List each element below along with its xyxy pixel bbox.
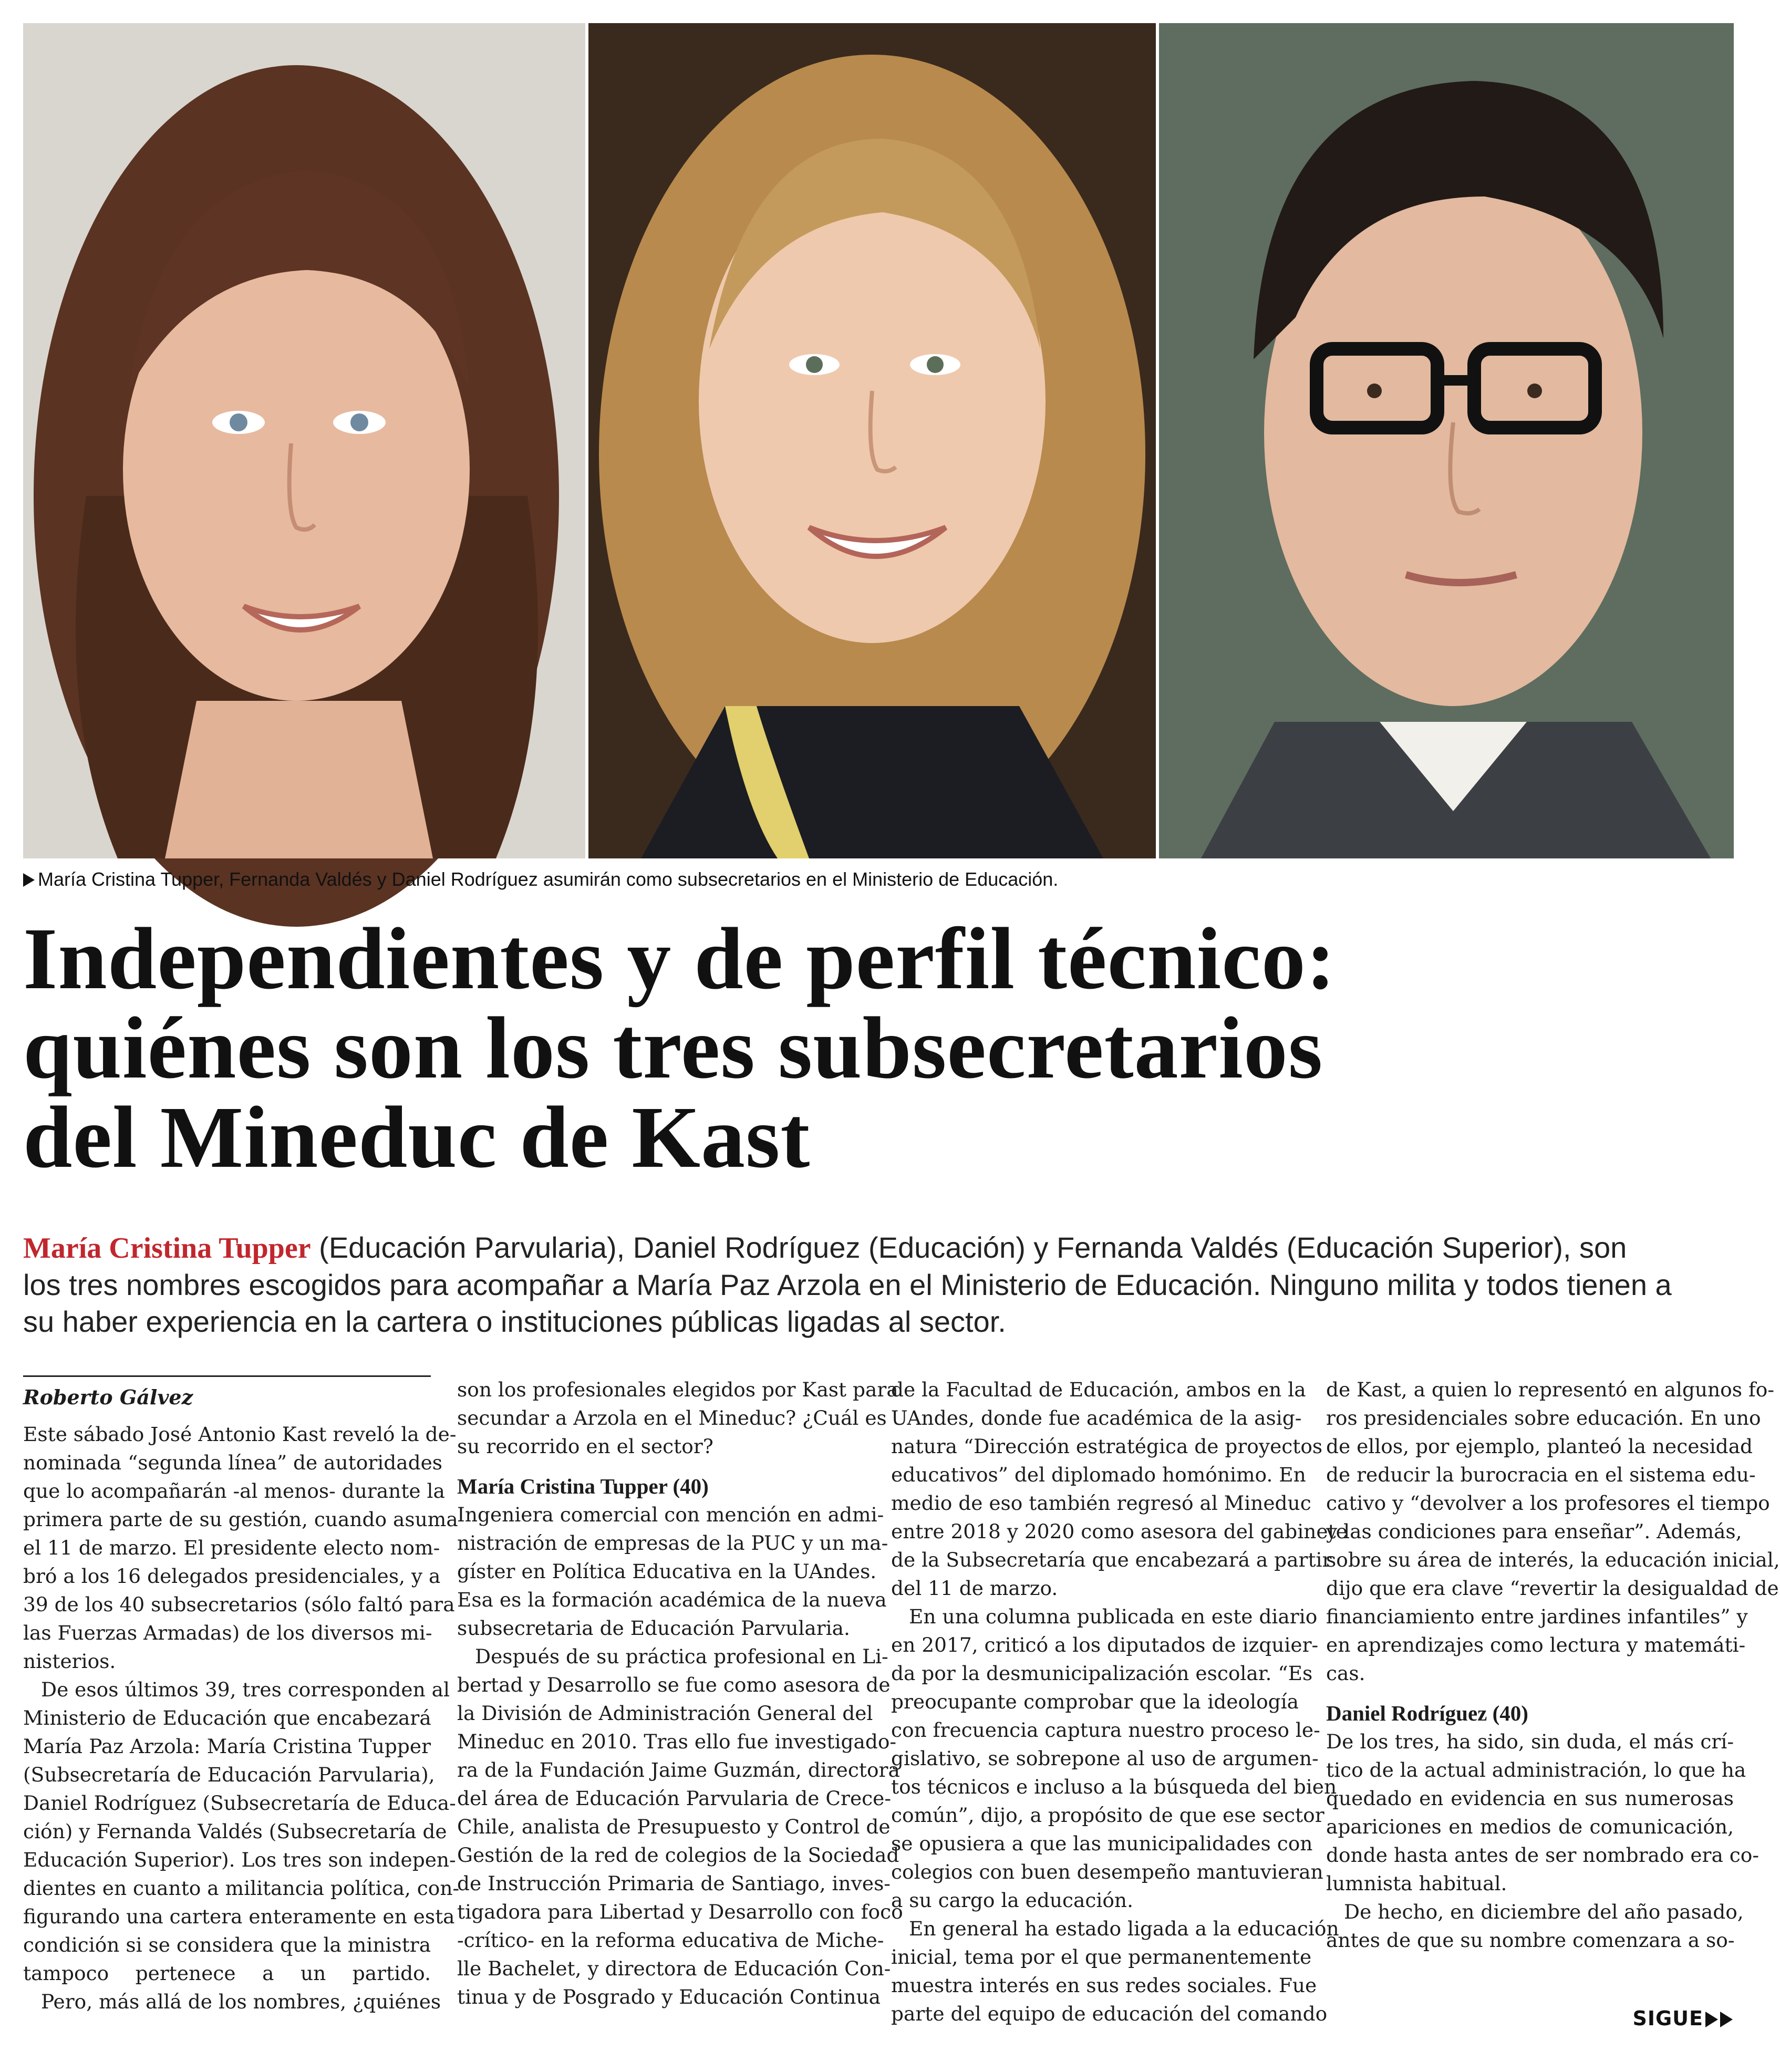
text-line: da por la desmunicipalización escolar. “Es xyxy=(891,1662,1313,1685)
text-line: condición si se considera que la ministra xyxy=(23,1933,431,1956)
text-line: del área de Educación Parvularia de Crece- xyxy=(457,1787,892,1810)
text-line: se opusiera a que las municipalidades con xyxy=(891,1832,1313,1855)
text-line: las Fuerzas Armadas) de los diversos mi- xyxy=(23,1621,432,1644)
subhead-rodriguez: Daniel Rodríguez (40) xyxy=(1326,1701,1528,1725)
text-line: sobre su área de interés, la educación inicial, xyxy=(1326,1548,1780,1571)
portrait-woman-curly-hair-icon xyxy=(23,23,585,858)
text-line: ra de la Fundación Jaime Guzmán, directora xyxy=(457,1758,900,1781)
article-column-2 xyxy=(457,1375,903,2011)
text-line: bró a los 16 delegados presidenciales, y a xyxy=(23,1565,441,1588)
text-line: apariciones en medios de comunicación, xyxy=(1326,1815,1734,1838)
double-arrow-right-icon xyxy=(1705,2012,1718,2027)
column-2-text-intro xyxy=(457,1375,898,1460)
text-line: de la Subsecretaría que encabezará a partir xyxy=(891,1548,1332,1571)
text-line: su recorrido en el sector? xyxy=(457,1435,713,1458)
text-line: cativo y “devolver a los profesores el tiempo xyxy=(1326,1491,1770,1515)
lede-highlight-name: María Cristina Tupper xyxy=(23,1232,311,1265)
text-line: y las condiciones para enseñar”. Además, xyxy=(1326,1520,1742,1543)
column-1-text xyxy=(23,1420,460,2016)
text-line: Ingeniera comercial con mención en admi- xyxy=(457,1503,884,1526)
caption-text: María Cristina Tupper, Fernanda Valdés y Daniel Rodríguez asumirán como subsecretarios en el Ministerio de Educación. xyxy=(38,868,1059,890)
text-line: ción) y Fernanda Valdés (Subsecretaría de xyxy=(23,1820,447,1843)
text-line: tos técnicos e incluso a la búsqueda del bien xyxy=(891,1775,1337,1798)
double-arrow-right-icon xyxy=(1720,2012,1733,2027)
portrait-woman-blonde-hair-icon xyxy=(588,23,1156,858)
text-line: Pero, más allá de los nombres, ¿quiénes xyxy=(41,1990,441,2013)
text-line: dijo que era clave “revertir la desigualdad de xyxy=(1326,1577,1779,1600)
text-line: (Subsecretaría de Educación Parvularia), xyxy=(23,1763,435,1786)
portrait-photo-tupper xyxy=(23,23,585,858)
text-line: el 11 de marzo. El presidente electo nom- xyxy=(23,1536,440,1559)
text-line: inicial, tema por el que permanentemente xyxy=(891,1945,1312,1969)
text-line: que lo acompañarán -al menos- durante la xyxy=(23,1479,445,1503)
continue-label: SIGUE xyxy=(1632,2007,1703,2030)
text-line: tigadora para Libertad y Desarrollo con foco xyxy=(457,1900,903,1923)
text-line: colegios con buen desempeño mantuvieran xyxy=(891,1860,1323,1883)
text-line: donde hasta antes de ser nombrado era co- xyxy=(1326,1843,1760,1867)
text-line: De esos últimos 39, tres corresponden al xyxy=(41,1678,450,1701)
portrait-photo-valdes xyxy=(588,23,1156,858)
text-line: Chile, analista de Presupuesto y Control de xyxy=(457,1815,891,1838)
text-line: quedado en evidencia en sus numerosas xyxy=(1326,1787,1734,1810)
text-line: con frecuencia captura nuestro proceso le- xyxy=(891,1718,1320,1742)
text-line: Mineduc en 2010. Tras ello fue investigado- xyxy=(457,1730,897,1753)
text-line: educativos” del diplomado homónimo. En xyxy=(891,1463,1306,1486)
text-line: muestra interés en sus redes sociales. Fue xyxy=(891,1974,1317,1997)
headline xyxy=(23,910,1734,1186)
text-line: ros presidenciales sobre educación. En uno xyxy=(1326,1406,1761,1429)
text-line: Ministerio de Educación que encabezará xyxy=(23,1706,431,1729)
text-line: UAndes, donde fue académica de la asig- xyxy=(891,1406,1302,1429)
article-column-1 xyxy=(23,1375,460,2016)
text-line: subsecretaria de Educación Parvularia. xyxy=(457,1617,850,1640)
text-line: Daniel Rodríguez (Subsecretaría de Educa- xyxy=(23,1791,456,1815)
text-line: antes de que su nombre comenzara a so- xyxy=(1326,1929,1735,1952)
text-line: figurando una cartera enteramente en esta xyxy=(23,1905,455,1928)
text-line: María Paz Arzola: María Cristina Tupper xyxy=(23,1735,431,1758)
text-line: financiamiento entre jardines infantiles” y xyxy=(1326,1605,1748,1628)
text-line: dientes en cuanto a militancia política, con- xyxy=(23,1877,460,1900)
text-line: De hecho, en diciembre del año pasado, xyxy=(1344,1900,1744,1923)
text-line: de Kast, a quien lo representó en algunos fo- xyxy=(1326,1378,1775,1401)
text-line: nominada “segunda línea” de autoridades xyxy=(23,1451,443,1474)
headline-line-2: quiénes son los tres subsecretarios xyxy=(23,999,1323,1097)
text-line: Después de su práctica profesional en Li- xyxy=(475,1645,888,1668)
text-line: nisterios. xyxy=(23,1650,116,1673)
text-line: tico de la actual administración, lo que ha xyxy=(1326,1758,1746,1781)
text-line: gíster en Política Educativa en la UAndes. xyxy=(457,1560,877,1583)
column-2-text-body xyxy=(457,1500,903,2011)
text-line: Gestión de la red de colegios de la Sociedad xyxy=(457,1843,899,1867)
photo-strip xyxy=(23,23,1734,858)
text-line: de reducir la burocracia en el sistema edu- xyxy=(1326,1463,1756,1486)
text-line: En general ha estado ligada a la educación xyxy=(909,1917,1339,1940)
text-line: lle Bachelet, y directora de Educación Con- xyxy=(457,1957,891,1980)
lede xyxy=(23,1229,1734,1340)
text-line: preocupante comprobar que la ideología xyxy=(891,1690,1299,1713)
lede-line-3: su haber experiencia en la cartera o instituciones públicas ligadas al sector. xyxy=(23,1305,1006,1338)
subhead-tupper: María Cristina Tupper (40) xyxy=(457,1474,709,1498)
text-line: En una columna publicada en este diario xyxy=(909,1605,1318,1628)
byline: Roberto Gálvez xyxy=(23,1375,431,1412)
headline-line-3: del Mineduc de Kast xyxy=(23,1089,811,1186)
caption-arrow-icon xyxy=(23,873,35,887)
lede-line-1-text: (Educación Parvularia), Daniel Rodríguez (Educación) y Fernanda Valdés (Educación Superior), son xyxy=(311,1231,1627,1264)
text-line: bertad y Desarrollo se fue como asesora de xyxy=(457,1673,891,1696)
text-line: -crítico- en la reforma educativa de Miche- xyxy=(457,1929,884,1952)
text-line: de Instrucción Primaria de Santiago, inves- xyxy=(457,1872,891,1895)
text-line: en 2017, criticó a los diputados de izquier- xyxy=(891,1633,1319,1656)
headline-line-1: Independientes y de perfil técnico: xyxy=(23,910,1336,1008)
photo-caption xyxy=(23,868,1734,891)
column-4-text-intro xyxy=(1326,1375,1780,1687)
text-line: medio de eso también regresó al Mineduc xyxy=(891,1491,1311,1515)
text-line: la División de Administración General del xyxy=(457,1702,873,1725)
text-line: Este sábado José Antonio Kast reveló la de- xyxy=(23,1423,457,1446)
text-line: Esa es la formación académica de la nueva xyxy=(457,1588,887,1611)
text-line: tinua y de Posgrado y Educación Continua xyxy=(457,1985,881,2008)
portrait-photo-rodriguez xyxy=(1159,23,1734,858)
text-line: De los tres, ha sido, sin duda, el más crí- xyxy=(1326,1730,1734,1753)
article-column-4 xyxy=(1326,1375,1780,1954)
lede-line-2: los tres nombres escogidos para acompañar a María Paz Arzola en el Ministerio de Educación. Ninguno milita y todos tienen a xyxy=(23,1268,1672,1301)
text-line: de ellos, por ejemplo, planteó la necesidad xyxy=(1326,1435,1753,1458)
lede-line-1 xyxy=(23,1229,1734,1267)
text-line: a su cargo la educación. xyxy=(891,1889,1134,1912)
text-line: son los profesionales elegidos por Kast para xyxy=(457,1378,898,1401)
text-line: del 11 de marzo. xyxy=(891,1577,1058,1600)
text-line: natura “Dirección estratégica de proyectos xyxy=(891,1435,1323,1458)
text-line: nistración de empresas de la PUC y un ma- xyxy=(457,1531,888,1555)
portrait-man-glasses-icon xyxy=(1159,23,1734,858)
text-line: parte del equipo de educación del comando xyxy=(891,2002,1328,2025)
column-4-text-body xyxy=(1326,1727,1760,1954)
text-line: de la Facultad de Educación, ambos en la xyxy=(891,1378,1306,1401)
text-line: gislativo, se sobrepone al uso de argumen- xyxy=(891,1747,1319,1770)
text-line: lumnista habitual. xyxy=(1326,1872,1507,1895)
text-line: Educación Superior). Los tres son indepen- xyxy=(23,1848,456,1871)
text-line: tampoco pertenece a un partido. xyxy=(23,1962,431,1985)
text-line: común”, dijo, a propósito de que ese sector xyxy=(891,1804,1324,1827)
text-line: 39 de los 40 subsecretarios (sólo faltó para xyxy=(23,1593,455,1616)
text-line: en aprendizajes como lectura y matemáti- xyxy=(1326,1633,1746,1656)
continue-marker xyxy=(1632,2007,1733,2030)
text-line: entre 2018 y 2020 como asesora del gabinete xyxy=(891,1520,1348,1543)
text-line: secundar a Arzola en el Mineduc? ¿Cuál es xyxy=(457,1406,887,1429)
text-line: primera parte de su gestión, cuando asuma xyxy=(23,1508,458,1531)
text-line: cas. xyxy=(1326,1662,1365,1685)
